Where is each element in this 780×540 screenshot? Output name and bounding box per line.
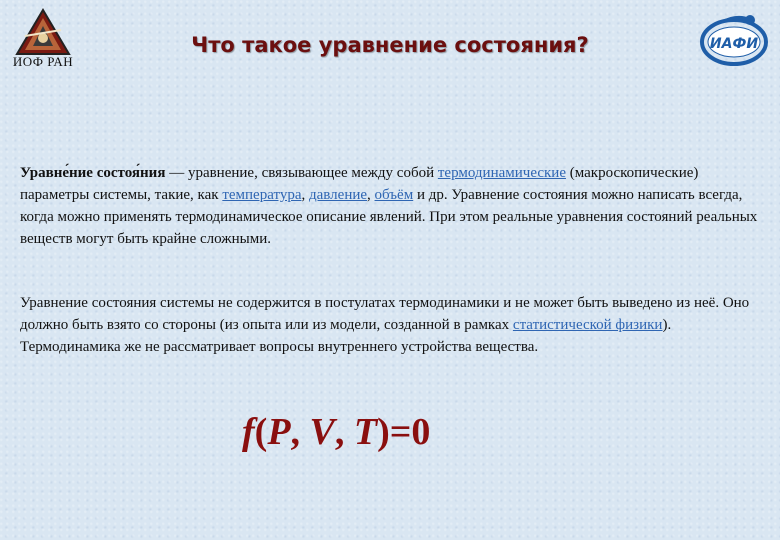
formula-open: ( [254, 411, 268, 453]
p2-text-2: ). Термодинамика же не рассматривает вопросы внутреннего устройства вещества. [20, 317, 672, 355]
p1-sep-1: , [301, 187, 309, 203]
p1-sep-2: , [367, 187, 375, 203]
explanation-paragraph [20, 292, 760, 358]
p2-text-1: Уравнение состояния системы не содержится в постулатах термодинамики и не может быть выведено из неё. Оно должно быть взято со стороны (из опыта или из модели, созданной в рамках [20, 295, 750, 333]
formula-comma-2: , [334, 411, 354, 453]
link-statistical-physics[interactable]: статистической физики [512, 317, 663, 333]
term-bold: Уравне́ние состоя́ния [20, 165, 166, 181]
link-temperature[interactable]: температура [222, 187, 302, 203]
link-pressure[interactable]: давление [309, 187, 368, 203]
iof-ran-logo-icon [15, 8, 71, 56]
formula-v: V [309, 411, 335, 453]
p1-text-1: — уравнение, связывающее между собой [165, 165, 438, 181]
formula-f: f [242, 411, 255, 453]
link-thermodynamic[interactable]: термодинамические [437, 165, 566, 181]
p1-text-3: и др. Уравнение состояния можно написать всегда, когда можно применять термодинамическое описание явлений. При этом реальные уравнения состояний реальных веществ могут быть крайне сложными. [20, 187, 758, 247]
link-volume[interactable]: объём [374, 187, 414, 203]
iof-ran-caption: ИОФ РАН [12, 54, 74, 69]
iafi-logo-icon [698, 10, 770, 74]
formula-close: )=0 [377, 411, 431, 453]
p1-text-2: (макроскопические) параметры системы, такие, как [20, 165, 699, 203]
iafi-logo-text: ИАФИ [709, 36, 759, 52]
iafi-logo [698, 10, 770, 74]
definition-paragraph [20, 162, 760, 250]
state-equation-formula [242, 410, 430, 454]
formula-t: T [353, 411, 378, 453]
iof-ran-logo [8, 8, 78, 72]
page-title: Что такое уравнение состояния? [191, 33, 589, 57]
formula-comma-1: , [290, 411, 310, 453]
formula-p: P [267, 411, 291, 453]
